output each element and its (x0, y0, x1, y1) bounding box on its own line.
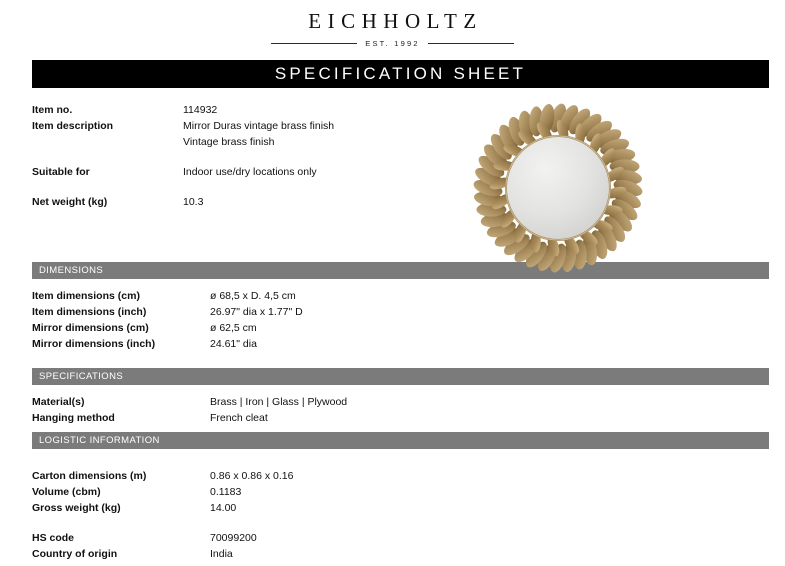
row-label: HS code (32, 532, 75, 544)
table-row (32, 530, 769, 546)
info-value: Mirror Duras vintage brass finish (183, 120, 335, 132)
info-value: Indoor use/dry locations only (183, 166, 317, 178)
row-value: Brass | Iron | Glass | Plywood (210, 396, 348, 408)
info-row-suitable-for (32, 164, 769, 180)
section-header-dimensions (32, 262, 769, 279)
table-row (32, 500, 769, 516)
row-value: India (210, 548, 233, 560)
row-label: Volume (cbm) (32, 486, 101, 498)
info-value: 10.3 (183, 196, 204, 208)
row-value: ø 68,5 x D. 4,5 cm (210, 290, 296, 302)
specifications-table (32, 394, 769, 426)
table-row (32, 288, 769, 304)
logistic-information-table (32, 458, 769, 562)
row-label: Hanging method (32, 412, 115, 424)
row-value: ø 62,5 cm (210, 322, 257, 334)
table-row (32, 320, 769, 336)
row-label: Gross weight (kg) (32, 502, 121, 514)
row-value: 26.97" dia x 1.77" D (210, 306, 303, 318)
page-title: SPECIFICATION SHEET (274, 64, 527, 83)
laurel-wreath-mirror-icon (472, 102, 644, 274)
table-row (32, 484, 769, 500)
row-label: Mirror dimensions (cm) (32, 322, 149, 334)
row-value: 0.86 x 0.86 x 0.16 (210, 470, 294, 482)
section-header-logistic-information (32, 432, 769, 449)
brand-name: EICHHOLTZ (308, 9, 483, 33)
table-row (32, 410, 769, 426)
row-label: Material(s) (32, 396, 85, 408)
divider-right (428, 43, 514, 44)
row-label: Item dimensions (inch) (32, 306, 147, 318)
document-title-bar (32, 60, 769, 88)
info-label: Item no. (32, 104, 73, 116)
section-title: SPECIFICATIONS (39, 371, 124, 382)
row-value: 70099200 (210, 532, 257, 544)
table-row (32, 468, 769, 484)
section-header-specifications (32, 368, 769, 385)
info-label: Net weight (kg) (32, 196, 108, 208)
info-value-secondary: Vintage brass finish (183, 136, 275, 148)
section-title: DIMENSIONS (39, 265, 104, 276)
row-value: 14.00 (210, 502, 237, 514)
info-row-net-weight (32, 194, 769, 210)
table-row (32, 304, 769, 320)
table-row (32, 546, 769, 562)
product-info-block (32, 102, 769, 252)
row-label: Item dimensions (cm) (32, 290, 140, 302)
row-value: 0.1183 (210, 486, 242, 498)
info-value: 114932 (183, 104, 218, 116)
row-label: Country of origin (32, 548, 118, 560)
row-value: French cleat (210, 412, 268, 424)
row-value: 24.61" dia (210, 338, 257, 350)
info-label: Suitable for (32, 166, 90, 178)
table-row (32, 336, 769, 352)
row-label: Carton dimensions (m) (32, 470, 147, 482)
info-row-item-no (32, 102, 769, 118)
divider-left (271, 43, 357, 44)
brand-established-wrap (0, 39, 785, 48)
product-image (472, 102, 644, 274)
info-label: Item description (32, 120, 114, 132)
table-row (32, 394, 769, 410)
brand-established: EST. 1992 (365, 39, 420, 48)
info-row-item-description (32, 118, 769, 134)
brand-header (0, 0, 785, 48)
section-title: LOGISTIC INFORMATION (39, 435, 160, 446)
row-label: Mirror dimensions (inch) (32, 338, 156, 350)
dimensions-table (32, 288, 769, 352)
